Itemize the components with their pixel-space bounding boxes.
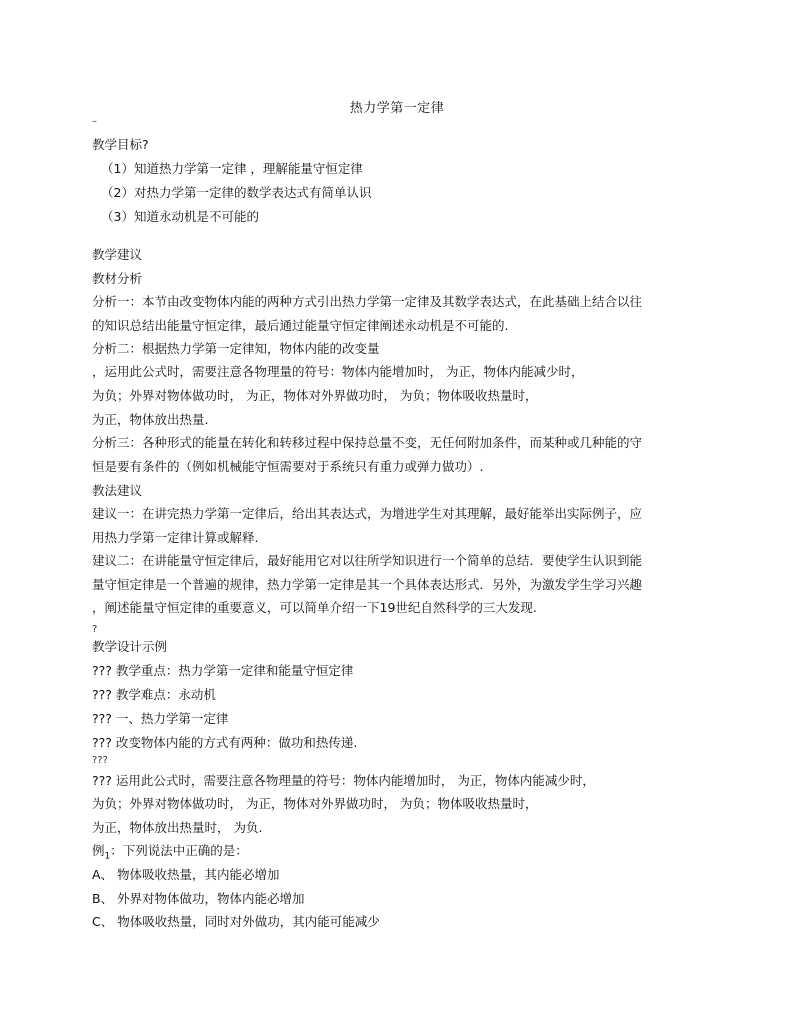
goal-item: （3）知道永动机是不可能的 <box>101 209 259 224</box>
analysis-two-line: 分析二：根据热力学第一定律知，物体内能的改变量 <box>92 341 380 356</box>
goals-heading: 教学目标? <box>92 137 149 152</box>
example-prompt <box>92 843 712 865</box>
usage-line: 为负；外界对物体做功时， 为正，物体对外界做功时， 为负；物体吸收热量时， <box>92 796 538 811</box>
method-heading: 教法建议 <box>92 483 143 498</box>
example-label: 例 <box>92 843 105 858</box>
usage-line: 为正，物体放出热量时， 为负. <box>92 820 263 835</box>
advice-two-line: ，阐述能量守恒定律的重要意义，可以简单介绍一下19世纪自然科学的三大发现. <box>92 600 537 615</box>
goal-item: （2）对热力学第一定律的数学表达式有简单认识 <box>101 185 372 200</box>
analysis-one-line: 分析一：本节由改变物体内能的两种方式引出热力学第一定律及其数学表达式，在此基础上结合以往 <box>92 294 643 309</box>
advice-one-line: 用热力学第一定律计算或解释. <box>92 530 259 545</box>
usage-line: ??? 运用此公式时，需要注意各物理量的符号：物体内能增加时， 为正，物体内能减少时， <box>92 773 595 788</box>
teaching-focus: ??? 教学重点：热力学第一定律和能量守恒定律 <box>92 663 354 678</box>
analysis-three-line: 分析三：各种形式的能量在转化和转移过程中保持总量不变，无任何附加条件，而某种或几种能的守 <box>92 435 643 450</box>
analysis-two-line: 为正，物体放出热量. <box>92 412 209 427</box>
analysis-three-line: 恒是要有条件的（例如机械能守恒需要对于系统只有重力或弹力做功）. <box>92 459 484 474</box>
document-title: 热力学第一定律 <box>349 101 445 116</box>
example-number: 1 <box>104 851 111 862</box>
example-text: ：下列说法中正确的是： <box>110 843 248 858</box>
analysis-one-line: 的知识总结出能量守恒定律，最后通过能量守恒定律阐述永动机是不可能的. <box>92 318 509 333</box>
suggest-heading: 教学建议 <box>92 247 143 262</box>
advice-one-line: 建议一：在讲完热力学第一定律后，给出其表达式，为增进学生对其理解，最好能举出实际例子，应 <box>92 506 643 521</box>
analysis-two-line: ，运用此公式时，需要注意各物理量的符号：物体内能增加时， 为正，物体内能减少时， <box>92 364 584 379</box>
question-mark: ? <box>92 624 98 635</box>
dash-mark: – <box>92 116 97 127</box>
material-heading: 教材分析 <box>92 271 143 286</box>
advice-two-line: 量守恒定律是一个普遍的规律，热力学第一定律是其一个具体表达形式．另外，为激发学生学习兴趣 <box>92 577 643 592</box>
section-heading: ??? 一、热力学第一定律 <box>92 711 229 726</box>
option-a: A、 物体吸收热量，其内能必增加 <box>92 867 280 882</box>
analysis-two-line: 为负；外界对物体做功时， 为正，物体对外界做功时， 为负；物体吸收热量时， <box>92 388 538 403</box>
goal-item: （1）知道热力学第一定律 ，理解能量守恒定律 <box>101 161 363 176</box>
option-c: C、 物体吸收热量，同时对外做功，其内能可能减少 <box>92 914 380 929</box>
placeholder-marks: ??? <box>92 755 108 766</box>
energy-change-ways: ??? 改变物体内能的方式有两种：做功和热传递. <box>92 735 358 750</box>
advice-two-line: 建议二：在讲能量守恒定律后，最好能用它对以往所学知识进行一个简单的总结．要使学生认识到能 <box>92 553 643 568</box>
teaching-difficulty: ??? 教学难点：永动机 <box>92 687 216 702</box>
design-heading: 教学设计示例 <box>92 639 168 654</box>
option-b: B、 外界对物体做功，物体内能必增加 <box>92 891 305 906</box>
